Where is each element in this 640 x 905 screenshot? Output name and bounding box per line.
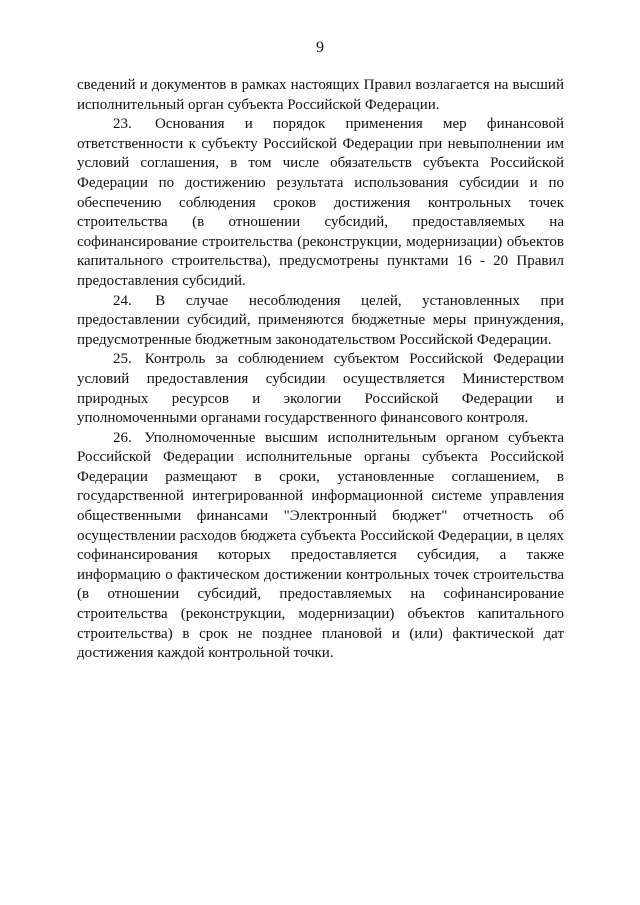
paragraph-number: 25. — [113, 351, 132, 368]
paragraph-25 — [77, 350, 564, 428]
document-body — [77, 76, 564, 664]
paragraph-text: В случае несоблюдения целей, установленных при предоставлении субсидий, применяются бюджетные меры принуждения, предусмотренные бюджетным законодательством Российской Федерации. — [77, 292, 564, 348]
paragraph-24 — [77, 292, 564, 351]
paragraph-23 — [77, 115, 564, 291]
paragraph-text: Уполномоченные высшим исполнительным органом субъекта Российской Федерации исполнительные органы субъекта Российской Федерации размещают в сроки, установленные соглашением, в государственной интегрированной информационной системе управления общественными финансами "Электронный бюджет" отчетность об осуществлении расходов бюджета субъекта Российской Федерации, в целях софинансирования которых предоставляется субсидия, а также информацию о фактическом достижении контрольных точек строительства (в отношении субсидий, предоставляемых на софинансирование строительства (реконструкции, модернизации) объектов капитального строительства) в срок не позднее плановой и (или) фактической дат достижения каждой контрольной точки. — [77, 429, 565, 662]
paragraph-number: 26. — [113, 429, 132, 446]
paragraph-text: сведений и документов в рамках настоящих Правил возлагается на высший исполнительный орган субъекта Российской Федерации. — [77, 77, 564, 113]
paragraph-number: 23. — [113, 116, 132, 133]
paragraph-continuation — [77, 76, 564, 115]
paragraph-26 — [77, 429, 564, 664]
paragraph-text: Контроль за соблюдением субъектом Российской Федерации условий предоставления субсидии осуществляется Министерством природных ресурсов и экологии Российской Федерации и уполномоченными органами государственного финансового контроля. — [77, 351, 564, 427]
paragraph-number: 24. — [113, 292, 132, 309]
paragraph-text: Основания и порядок применения мер финансовой ответственности к субъекту Российской Федерации при невыполнении им условий соглашения, в том числе обязательств субъекта Российской Федерации по достижению результата использования субсидии и по обеспечению соблюдения сроков достижения контрольных точек строительства (в отношении субсидий, предоставляемых на софинансирование строительства (реконструкции, модернизации) объектов капитального строительства), предусмотрены пунктами 16 - 20 Правил предоставления субсидий. — [77, 116, 565, 289]
page-number: 9 — [316, 39, 324, 56]
